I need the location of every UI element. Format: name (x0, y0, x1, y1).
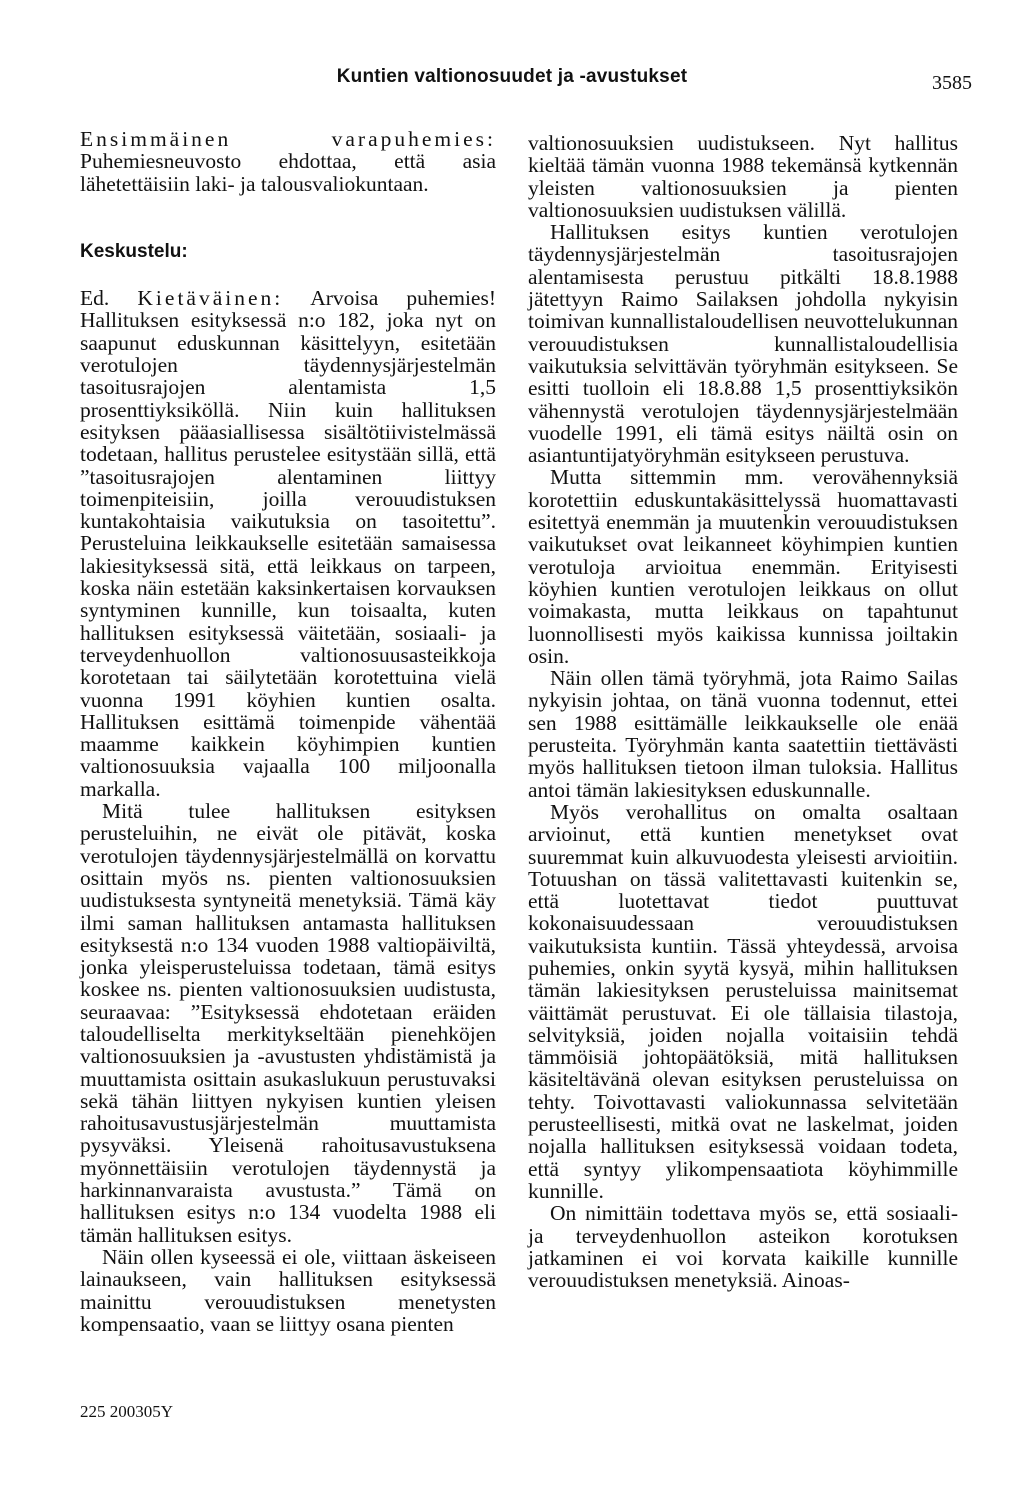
paragraph: Mitä tulee hallituksen esityksen perusteluihin, ne eivät ole pitävät, koska verotulojen täydennysjärjestelmällä on korvattu osittain myös ns. pienten valtionosuuksien uudistuksesta syntyneitä menetyksiä. Tämä käy ilmi saman hallituksen antamasta hallituksen esityksestä n:o 134 vuoden 1988 valtiopäiviltä, jonka yleisperusteluissa todetaan, tämä esitys koskee ns. pienten valtionosuuksien uudistusta, seuraavaa: ”Esityksessä ehdotetaan eräiden taloudelliselta merkitykseltään pienehköjen valtionosuuksien ja -avustusten yhdistämistä ja muuttamista osittain asukaslukuun perustuvaksi sekä tähän liittyen nykyisen kuntien yleisen rahoitusavustusjärjestelmän muuttamista pysyväksi. Yleisenä rahoitusavustuksena myönnettäisiin verotulojen täydennystä ja harkinnanvaraista avustusta.” Tämä on hallituksen esitys n:o 134 vuodelta 1988 eli tämän hallituksen esitys. (80, 799, 496, 1247)
paragraph: Hallituksen esitys kuntien verotulojen täydennysjärjestelmän tasoitusrajojen alentamisesta perustuu pitkälti 18.8.1988 jätettyyn Raimo Sailaksen johdolla nykyisin toimivan kunnallistaloudellisen neuvottelukunnan verouudistuksen kunnallistaloudellisia vaikutuksia selvittävän työryhmän esitykseen. Se esitti tuolloin eli 18.8.88 1,5 prosenttiyksikön vähennystä verotulojen täydennysjärjestelmään vuodelle 1991, eli tämä esitys näiltä osin on asiantuntijatyöryhmän esitykseen perustuva. (528, 220, 958, 468)
right-column (528, 132, 958, 1291)
left-column (80, 128, 496, 1335)
speaker-name: Ensimmäinen varapuhemies: (80, 127, 496, 151)
paragraph-text: Arvoisa puhemies! Hallituksen esityksessä n:o 182, joka nyt on saapunut eduskunnan käsittelyyn, esitetään verotulojen täydennysjärjestelmän tasoitusrajojen alentamista 1,5 prosenttiyksiköllä. Niin kuin hallituksen esityksen pääasiallisessa sisältötiivistelmässä todetaan, hallitus perustelee esitystään sillä, että ”tasoitusrajojen alentaminen liittyy toimenpiteisiin, joilla verouudistuksen kuntakohtaisia vaikutuksia on tasoitettu”. Perusteluina leikkaukselle esitetään samaisessa lakiesityksessä sitä, että leikkaus on tarpeen, koska näin estetään kaksinkertaisen korvauksen syntyminen kunnille, kun toisaalta, kuten hallituksen esityksessä väitetään, sosiaali- ja terveydenhuollon valtionosuusasteikkoja korotetaan tai säilytetään korotettuina vielä vuonna 1991 köyhien kuntien osalta. Hallituksen esittämä toimenpide vähentää maamme kaikkein köyhimpien kuntien valtionosuuksia vajaalla 100 miljoonalla markalla. (80, 286, 496, 801)
paragraph: Myös verohallitus on omalta osaltaan arvioinut, että kuntien menetykset ovat suuremmat kuin alkuvuodesta yleisesti arvioitiin. Totuushan on tässä valitettavasti kuitenkin se, että luotettavat tiedot puuttuvat kokonaisuudessaan verouudistuksen vaikutuksista kuntiin. Tässä yhteydessä, arvoisa puhemies, onkin syytä kysyä, mihin hallituksen tämän lakiesityksen perusteluissa mainitsemat väittämät perustuvat. Ei ole tällaisia tilastoja, selvityksiä, joiden nojalla voitaisiin tehdä tämmöisiä johtopäätöksiä, mitä hallituksen käsiteltävänä olevan esityksen perusteluissa on tehty. Toivottavasti valiokunnassa selvitetään perusteellisesti, mitkä ovat ne laskelmat, joiden nojalla hallituksen esityksessä voidaan todeta, että syntyy ylikompensaatiota köyhimmille kunnille. (528, 799, 958, 1203)
paragraph-speech-start (80, 287, 496, 800)
paragraph-chair-statement (80, 128, 496, 195)
paragraph: valtionosuuksien uudistukseen. Nyt hallitus kieltää tämän vuonna 1988 tekemänsä kytkennän yleisten valtionosuuksien ja pienten valtionosuuksien uudistuksen välillä. (528, 131, 958, 222)
paragraph: Näin ollen kyseessä ei ole, viittaan äskeiseen lainaukseen, vain hallituksen esityksessä mainittu verouudistuksen menetysten kompensaatio, vaan se liittyy osana pienten (80, 1244, 496, 1336)
paragraph-text: Puhemiesneuvosto ehdottaa, että asia lähetettäisiin laki- ja talousvaliokuntaan. (80, 149, 496, 196)
paragraph: Mutta sittemmin mm. verovähennyksiä korotettiin eduskuntakäsittelyssä huomattavasti esitettyä enemmän ja muutenkin verouudistuksen vaikutukset ovat leikanneet köyhimpien kuntien verotuloja arvioitua enemmän. Erityisesti köyhien kuntien verotulojen leikkaus on ollut voimakasta, mutta leikkaus on tapahtunut luonnollisesti myös kaikissa kunnissa joiltakin osin. (528, 465, 958, 668)
running-header-title: Kuntien valtionosuudet ja -avustukset (336, 66, 688, 87)
speaker-name: Kietäväinen: (137, 286, 284, 311)
footer-print-code: 225 200305Y (80, 1402, 174, 1421)
page-number: 3585 (932, 72, 972, 94)
paragraph: On nimittäin todettava myös se, että sosiaali- ja terveydenhuollon asteikon korotuksen jatkaminen ei voi korvata kaikille kunnille verouudistuksen menetyksiä. Ainoas- (528, 1201, 958, 1293)
section-heading-discussion: Keskustelu: (80, 240, 188, 262)
paragraph: Näin ollen tämä työryhmä, jota Raimo Sailas nykyisin johtaa, on tänä vuonna todennut, ettei sen 1988 esittämälle leikkaukselle ole enää perusteita. Työryhmän kanta saatettiin tiettävästi myös hallituksen tietoon ilman tuloksia. Hallitus antoi tämän lakiesityksen eduskunnalle. (528, 666, 958, 802)
speaker-prefix: Ed. (80, 286, 138, 311)
